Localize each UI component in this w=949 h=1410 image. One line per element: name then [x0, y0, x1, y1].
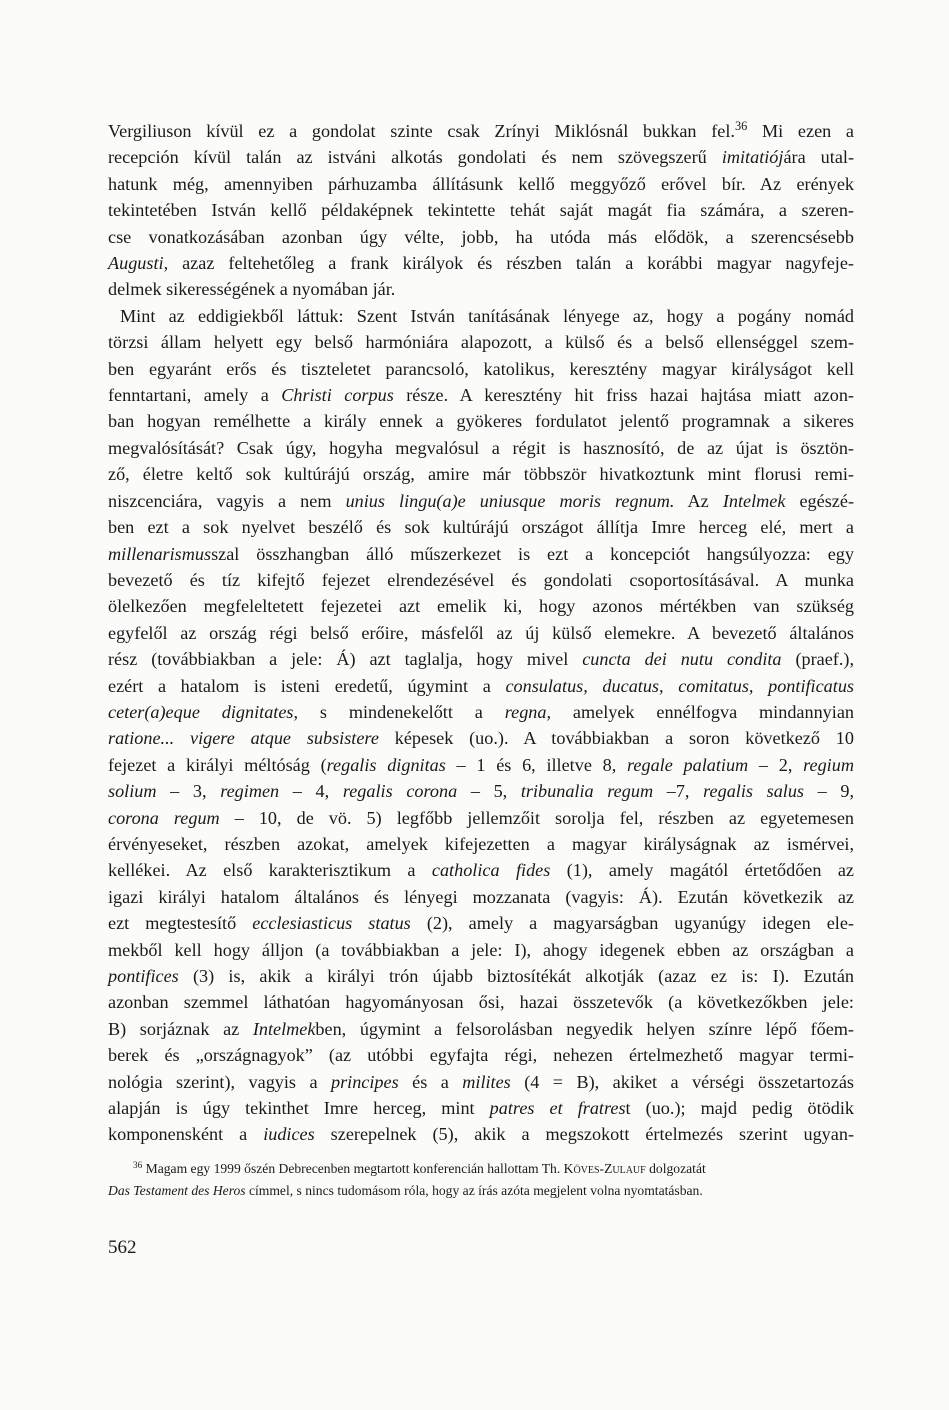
italic-text: regium: [803, 754, 854, 775]
text-segment: – 1 és 6, illetve 8,: [445, 754, 627, 775]
text-segment: ölelkezően megfeleltetett fejezetei azt emelik ki, hogy azonos mértékben van szükség: [108, 596, 854, 617]
body-line: [108, 963, 854, 989]
text-segment: niszcenciára, vagyis a nem: [108, 490, 346, 511]
body-line: [108, 593, 854, 619]
body-line: [108, 989, 854, 1015]
italic-text: pontifices: [108, 966, 179, 986]
text-segment: (2), amely a magyarságban ugyanúgy idegen ele-: [410, 913, 854, 934]
text-segment: B) sorjáznak az: [108, 1018, 253, 1039]
body-line: [108, 514, 854, 540]
text-segment: – 10, de vö. 5) legfőbb jellemzőit sorolja fel, részben az egyetemesen: [219, 807, 854, 828]
italic-text: Augusti,: [108, 253, 169, 274]
text-segment: törzsi állam helyett egy belső harmóniára alapozott, a külső és a belső ellenséggel szem-: [108, 332, 854, 353]
italic-text: Das Testament des Heros: [108, 1183, 246, 1198]
text-segment: Az: [674, 490, 723, 511]
italic-text: cuncta dei nutu condita: [582, 649, 782, 670]
text-segment: és a: [398, 1071, 463, 1092]
text-segment: része. A keresztény hit friss hazai hajtása miatt azon-: [393, 385, 854, 406]
text-segment: mekből kell hogy álljon (a továbbiakban a jele: I), ahogy idegenek ebben az országban a: [108, 939, 854, 960]
body-line: [108, 752, 854, 778]
body-line: [108, 1042, 854, 1068]
body-line: [108, 805, 854, 831]
body-line: [108, 910, 854, 936]
italic-text: imitatiój: [721, 147, 784, 168]
text-segment: alapján is úgy tekinthet Imre herceg, mint: [108, 1098, 490, 1119]
italic-text: Intelmek: [252, 1018, 316, 1039]
text-segment: (1), amely magától értetődően az: [550, 860, 854, 881]
footnote-line: [108, 1158, 854, 1180]
italic-text: regale palatium: [627, 754, 749, 775]
text-segment: dolgozatát: [645, 1161, 706, 1176]
text-segment: ezért a hatalom is isteni eredetű, úgymint a: [108, 675, 506, 696]
italic-text: regalis dignitas: [326, 754, 446, 775]
text-segment: tekintetében István kellő példaképnek tekintette tehát saját magát fia számára, a szeren-: [108, 200, 854, 221]
italic-text: ecclesiasticus status: [252, 913, 411, 934]
text-segment: ben, úgymint a felsorolásban negyedik helyen színre lépő főem-: [315, 1018, 854, 1039]
italic-text: ratione... vigere atque subsistere: [108, 728, 379, 749]
italic-text: regimen: [220, 781, 280, 802]
author-name: Köves-Zulauf: [563, 1161, 646, 1176]
text-segment: Vergiliuson kívül ez a gondolat szinte csak Zrínyi Miklósnál bukkan fel.: [108, 121, 735, 141]
italic-text: solium: [108, 781, 157, 802]
body-line: [108, 937, 854, 963]
body-line: [108, 1069, 854, 1095]
body-line: [108, 778, 854, 804]
text-segment: megvalósítását? Csak úgy, hogyha megvalósul a régit is hasznosító, de az újat is ösztön-: [108, 437, 854, 458]
text-segment: azonban szemmel láthatóan hagyományosan ősi, hazai összetevők (a következőkben jele:: [108, 992, 854, 1013]
body-line: [108, 435, 854, 461]
text-segment: – 2,: [748, 754, 804, 775]
text-segment: egyfelől az ország régi belső erőire, másfelől az új külső elemekre. A bevezető általános: [108, 622, 854, 643]
text-segment: szerepelnek (5), akik a megszokott értelmezés szerint ugyan-: [314, 1124, 854, 1145]
italic-text: ceter(a)eque dignitates,: [108, 701, 299, 722]
body-text: [108, 118, 854, 1148]
text-segment: Mint az eddigiekből láttuk: Szent István tanításának lényege az, hogy a pogány nomád: [120, 305, 854, 326]
text-segment: ára utal-: [783, 147, 855, 168]
text-segment: ban hogyan remélhette a király ennek a gyökeres fordulatot jelentő programnak a sikeres: [108, 411, 854, 432]
italic-text: corona regum: [108, 807, 220, 828]
body-line: [108, 1095, 854, 1121]
footnote-marker: 36: [133, 1159, 143, 1170]
footnote-line: [108, 1180, 854, 1202]
text-segment: érvényeseket, részben azokat, amelyek kifejezetten a magyar királyságnak az ismérvei,: [108, 833, 854, 854]
italic-text: unius lingu(a)e uniusque moris regnum.: [345, 490, 675, 511]
body-line: [108, 1121, 854, 1147]
italic-text: milites: [462, 1071, 511, 1092]
italic-text: Intelmek: [722, 490, 786, 511]
italic-text: regna,: [504, 701, 552, 722]
body-line: [108, 541, 854, 567]
text-segment: s mindenekelőtt a: [298, 701, 505, 722]
body-line: [108, 224, 854, 250]
text-segment: Magam egy 1999 őszén Debrecenben megtartott konferencián hallottam Th.: [142, 1161, 564, 1176]
body-line: [108, 303, 854, 329]
text-segment: képesek (uo.). A továbbiakban a soron következő 10: [378, 728, 854, 749]
text-segment: komponensként a: [108, 1124, 264, 1145]
text-segment: – 3,: [156, 781, 221, 802]
text-segment: kellékei. Az első karakterisztikum a: [108, 860, 432, 881]
text-segment: fenntartani, amely a: [108, 385, 282, 406]
italic-text: regalis corona: [342, 781, 458, 802]
body-line: [108, 673, 854, 699]
text-segment: azaz feltehetőleg a frank királyok és részben talán a korábbi magyar nagyfeje-: [168, 253, 854, 274]
body-line: [108, 382, 854, 408]
text-segment: rész (továbbiakban a jele: Á) azt taglalja, hogy mivel: [108, 649, 583, 670]
body-line: [108, 118, 854, 144]
footnote: [108, 1158, 854, 1202]
text-segment: – 5,: [457, 781, 521, 802]
body-line: [108, 171, 854, 197]
text-segment: bevezető és tíz kifejtő fejezet elrendezésével és gondolati csoportosításával. A munka: [108, 569, 854, 590]
italic-text: Christi corpus: [281, 385, 394, 406]
text-segment: nológia szerint), vagyis a: [108, 1071, 331, 1092]
text-segment: berek és „országnagyok” (az utóbbi egyfajta régi, nehezen értelmezhető magyar termi-: [108, 1045, 854, 1066]
italic-text: iudices: [263, 1124, 315, 1145]
text-segment: (4 = B), akiket a vérségi összetartozás: [510, 1071, 854, 1092]
italic-text: principes: [330, 1071, 399, 1092]
body-line: [108, 329, 854, 355]
text-segment: –7,: [653, 781, 704, 802]
body-line: [108, 276, 854, 302]
text-segment: delmek sikerességének a nyomában jár.: [108, 279, 396, 300]
text-segment: hatunk még, amennyiben párhuzamba állításunk kellő meggyőző erővel bír. Az erények: [108, 173, 854, 194]
body-line: [108, 250, 854, 276]
italic-text: tribunalia regum: [520, 781, 654, 802]
text-segment: ben ezt a sok nyelvet beszélő és sok kultúrájú országot állítja Imre herceg elé, mert a: [108, 517, 854, 538]
body-line: [108, 197, 854, 223]
italic-text: millenarismus: [108, 543, 212, 564]
body-line: [108, 620, 854, 646]
text-segment: szal összhangban álló műszerkezet is ezt a koncepciót hangsúlyozza: egy: [211, 543, 854, 564]
text-segment: (3) is, akik a királyi trón újabb biztosítékát alkotják (azaz ez is: I). Ezután: [178, 966, 854, 986]
text-segment: – 4,: [279, 781, 343, 802]
text-segment: recepción kívül talán az istváni alkotás gondolati és nem szövegszerű: [108, 147, 722, 168]
text-segment: ben egyaránt erős és tiszteletet parancsoló, katolikus, keresztény magyar királyságot kell: [108, 358, 854, 379]
body-line: [108, 831, 854, 857]
body-line: [108, 408, 854, 434]
text-segment: fejezet a királyi méltóság (: [108, 754, 327, 775]
body-line: [108, 461, 854, 487]
italic-text: regalis salus: [703, 781, 805, 802]
text-segment: ezt megtestesítő: [108, 913, 253, 934]
italic-text: consulatus, ducatus, comitatus, pontificatus: [505, 675, 854, 696]
text-segment: – 9,: [804, 781, 855, 802]
body-line: [108, 144, 854, 170]
body-line: [108, 356, 854, 382]
text-segment: cse vonatkozásában azonban úgy vélte, jobb, ha utóda más elődök, a szerencsésebb: [108, 226, 854, 247]
text-segment: Mi ezen a: [747, 121, 855, 141]
footnote-marker: 36: [734, 119, 748, 134]
body-line: [108, 646, 854, 672]
text-segment: (praef.),: [781, 649, 855, 670]
italic-text: patres et fratres: [489, 1098, 626, 1119]
body-line: [108, 488, 854, 514]
text-segment: egészé-: [785, 490, 855, 511]
body-line: [108, 884, 854, 910]
body-line: [108, 567, 854, 593]
text-segment: t (uo.); majd pedig ötödik: [625, 1098, 854, 1119]
text-segment: címmel, s nincs tudomásom róla, hogy az írás azóta megjelent volna nyomtatásban.: [245, 1183, 703, 1198]
body-line: [108, 1016, 854, 1042]
text-segment: amelyek ennélfogva mindannyian: [551, 701, 854, 722]
body-line: [108, 699, 854, 725]
body-line: [108, 725, 854, 751]
text-segment: igazi királyi hatalom általános és lényegi mozzanata (vagyis: Á). Ezután következik az: [108, 886, 854, 907]
italic-text: catholica fides: [431, 860, 551, 881]
body-line: [108, 857, 854, 883]
text-segment: ző, életre keltő sok kultúrájú ország, amire már többször hivatkoztunk mint florusi remi-: [108, 464, 854, 485]
page-number: 562: [108, 1237, 137, 1258]
